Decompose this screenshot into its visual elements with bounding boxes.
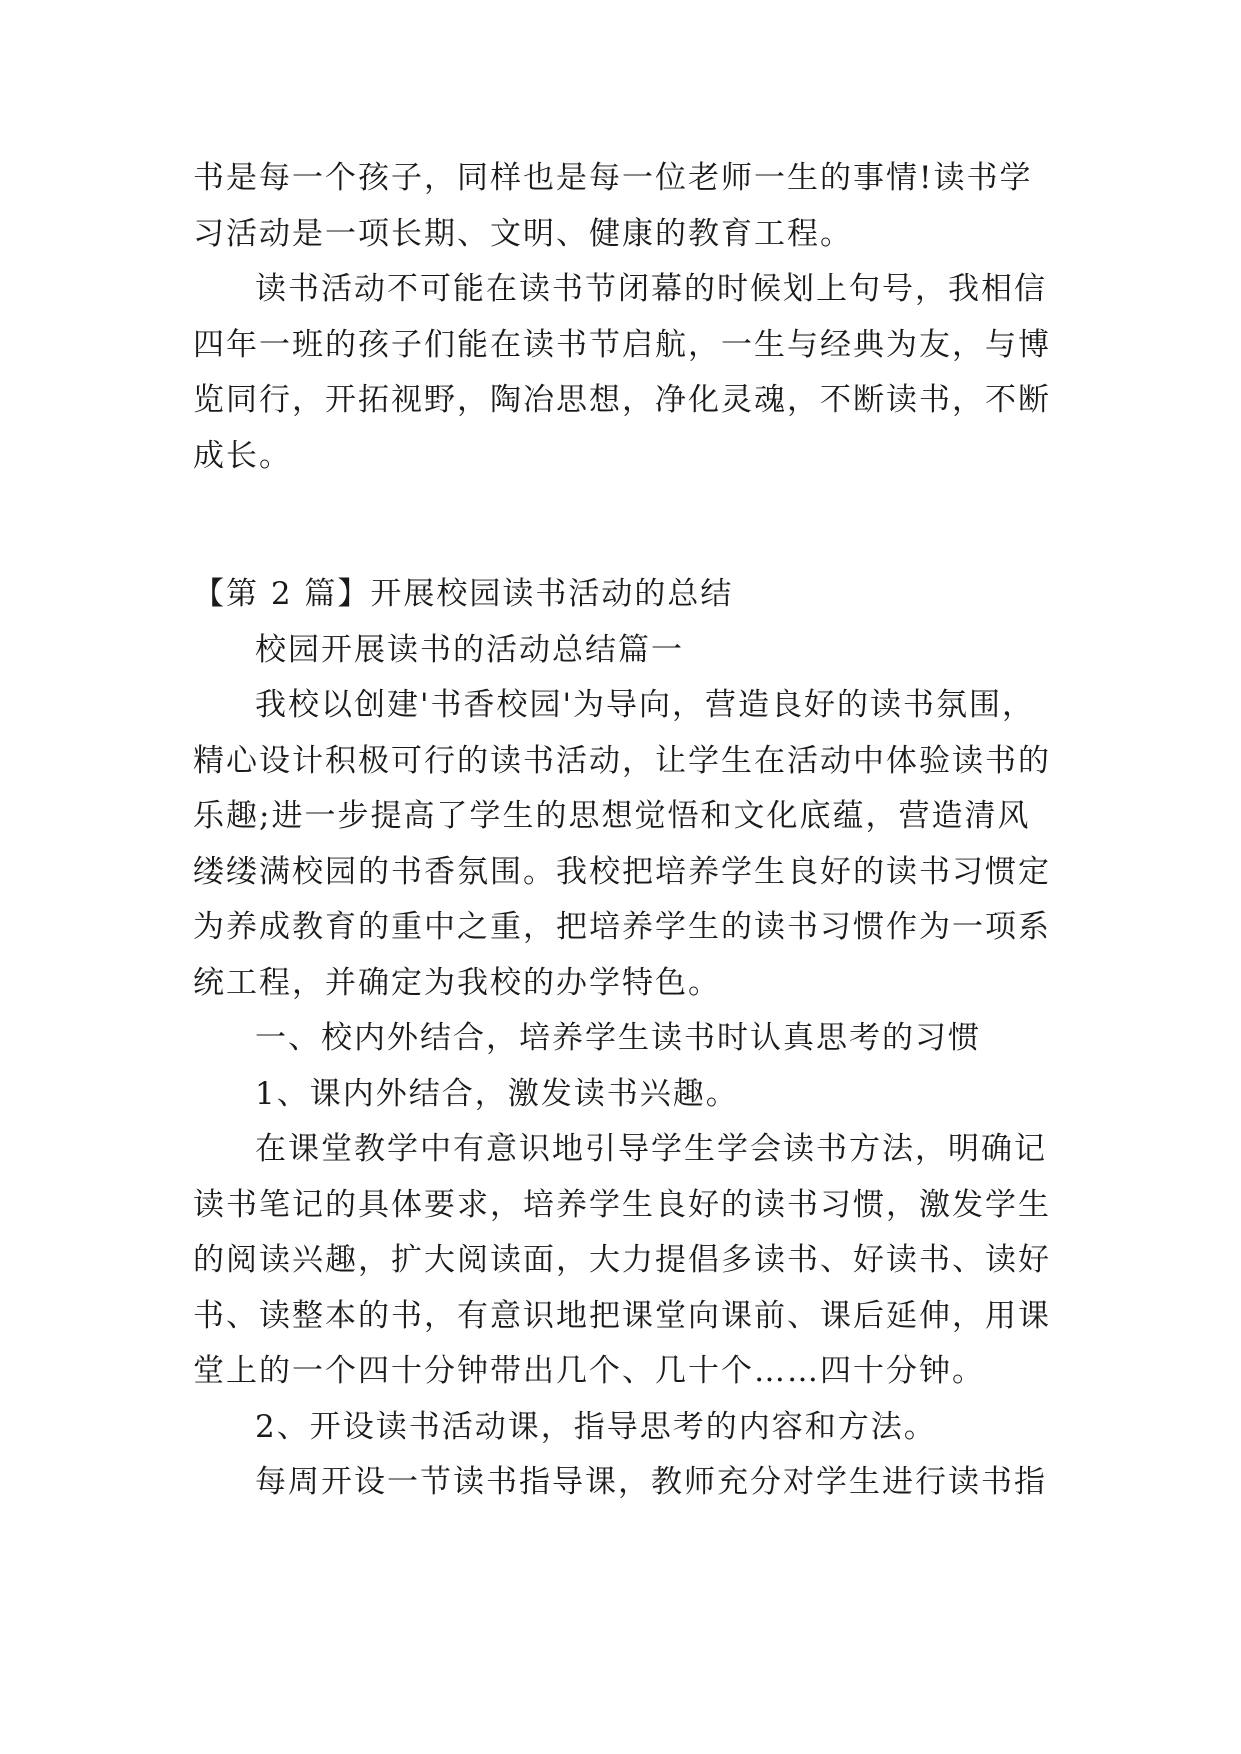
text-line: 读书笔记的具体要求，培养学生良好的读书习惯，激发学生 [193, 1187, 1051, 1223]
text-line: 习活动是一项长期、文明、健康的教育工程。 [193, 216, 853, 252]
section-heading: 【第 2 篇】开展校园读书活动的总结 [193, 576, 734, 612]
list-item: 2、开设读书活动课，指导思考的内容和方法。 [255, 1409, 937, 1445]
text-line: 的阅读兴趣，扩大阅读面，大力提倡多读书、好读书、读好 [193, 1242, 1051, 1278]
list-heading: 一、校内外结合，培养学生读书时认真思考的习惯 [255, 1020, 981, 1056]
text-line: 每周开设一节读书指导课，教师充分对学生进行读书指 [255, 1464, 1047, 1500]
text-line: 书、读整本的书，有意识地把课堂向课前、课后延伸，用课 [193, 1298, 1051, 1334]
text-line: 精心设计积极可行的读书活动，让学生在活动中体验读书的 [193, 743, 1051, 779]
text-line: 成长。 [193, 438, 292, 474]
text-line: 乐趣;进一步提高了学生的思想觉悟和文化底蕴，营造清风 [193, 798, 1031, 834]
text-line: 堂上的一个四十分钟带出几个、几十个……四十分钟。 [193, 1353, 985, 1389]
text-line: 四年一班的孩子们能在读书节启航，一生与经典为友，与博 [193, 327, 1051, 363]
text-line: 书是每一个孩子，同样也是每一位老师一生的事情!读书学 [193, 160, 1033, 196]
text-line: 缕缕满校园的书香氛围。我校把培养学生良好的读书习惯定 [193, 854, 1051, 890]
subsection-title: 校园开展读书的活动总结篇一 [255, 632, 684, 668]
text-line: 为养成教育的重中之重，把培养学生的读书习惯作为一项系 [193, 909, 1051, 945]
text-line: 统工程，并确定为我校的办学特色。 [193, 965, 721, 1001]
text-line: 在课堂教学中有意识地引导学生学会读书方法，明确记 [255, 1131, 1047, 1167]
text-line: 我校以创建'书香校园'为导向，营造良好的读书氛围， [255, 687, 1036, 723]
text-line: 读书活动不可能在读书节闭幕的时候划上句号，我相信 [255, 271, 1047, 307]
text-line: 览同行，开拓视野，陶冶思想，净化灵魂，不断读书，不断 [193, 382, 1051, 418]
list-item: 1、课内外结合，激发读书兴趣。 [255, 1076, 739, 1112]
